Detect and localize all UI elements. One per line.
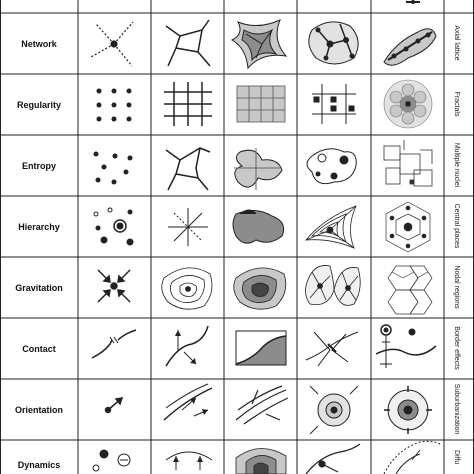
- regularity-col1: [97, 89, 132, 122]
- dynamics-col3: [236, 448, 286, 474]
- contact-col5: [376, 325, 436, 368]
- gravitation-col5: [388, 266, 432, 314]
- side-label-border-effects: Border effects: [453, 326, 460, 370]
- contact-col3: [236, 331, 286, 365]
- network-col1: [91, 22, 133, 66]
- row-label-network: Network: [21, 39, 57, 49]
- dynamics-col5: [384, 441, 440, 474]
- dynamics-col4: [306, 444, 360, 474]
- network-col5: [384, 29, 436, 65]
- contact-col2: [166, 326, 208, 366]
- gravitation-col4: [306, 265, 361, 305]
- entropy-col1: [94, 152, 133, 185]
- network-col2: [166, 20, 210, 66]
- entropy-col4: [307, 149, 356, 184]
- hierarchy-col3: [233, 210, 284, 243]
- side-label-suburbanization: Suburbanization: [453, 383, 460, 435]
- top-partial-row: [406, 1, 420, 4]
- row-label-entropy: Entropy: [21, 161, 57, 171]
- row-label-contact: Contact: [22, 344, 56, 354]
- regularity-col2: [164, 82, 212, 126]
- hierarchy-col1: [94, 208, 133, 245]
- side-label-diffusion: Diffu: [453, 450, 460, 465]
- orientation-col1: [106, 398, 123, 413]
- gravitation-col2: [162, 268, 212, 309]
- orientation-col5: [384, 386, 432, 434]
- side-label-multiple-nuclei: Multiple nuclei: [453, 142, 460, 188]
- orientation-col3: [236, 386, 288, 424]
- side-label-fractals: Fractals: [453, 91, 460, 117]
- orientation-col4: [310, 386, 358, 434]
- row-label-hierarchy: Hierarchy: [18, 222, 60, 232]
- entropy-col3: [234, 148, 282, 190]
- entropy-col2: [166, 148, 210, 190]
- hierarchy-col4: [306, 206, 356, 248]
- row-label-gravitation: Gravitation: [15, 283, 63, 293]
- gravitation-col3: [234, 268, 286, 309]
- side-label-nodal-regions: Nodal regions: [453, 265, 460, 309]
- hierarchy-col5: [386, 202, 430, 252]
- hierarchy-col2: [168, 208, 208, 246]
- regularity-col5: [384, 80, 432, 128]
- network-col3: [232, 20, 286, 68]
- contact-col1: [92, 330, 136, 358]
- side-label-axial-lattice: Axial lattice: [453, 25, 460, 61]
- regularity-col3: [237, 86, 285, 122]
- network-col4: [309, 22, 358, 64]
- dynamics-col1: [93, 450, 130, 471]
- dynamics-col2: [166, 452, 212, 470]
- regularity-col4: [312, 84, 356, 124]
- side-label-central-places: Central places: [453, 203, 460, 249]
- row-label-regularity: Regularity: [16, 100, 62, 110]
- gravitation-col1: [98, 270, 130, 302]
- contact-col4: [306, 332, 358, 366]
- row-label-orientation: Orientation: [14, 405, 64, 415]
- row-label-dynamics: Dynamics: [17, 460, 61, 470]
- entropy-col5: [384, 140, 432, 186]
- orientation-col2: [164, 384, 212, 420]
